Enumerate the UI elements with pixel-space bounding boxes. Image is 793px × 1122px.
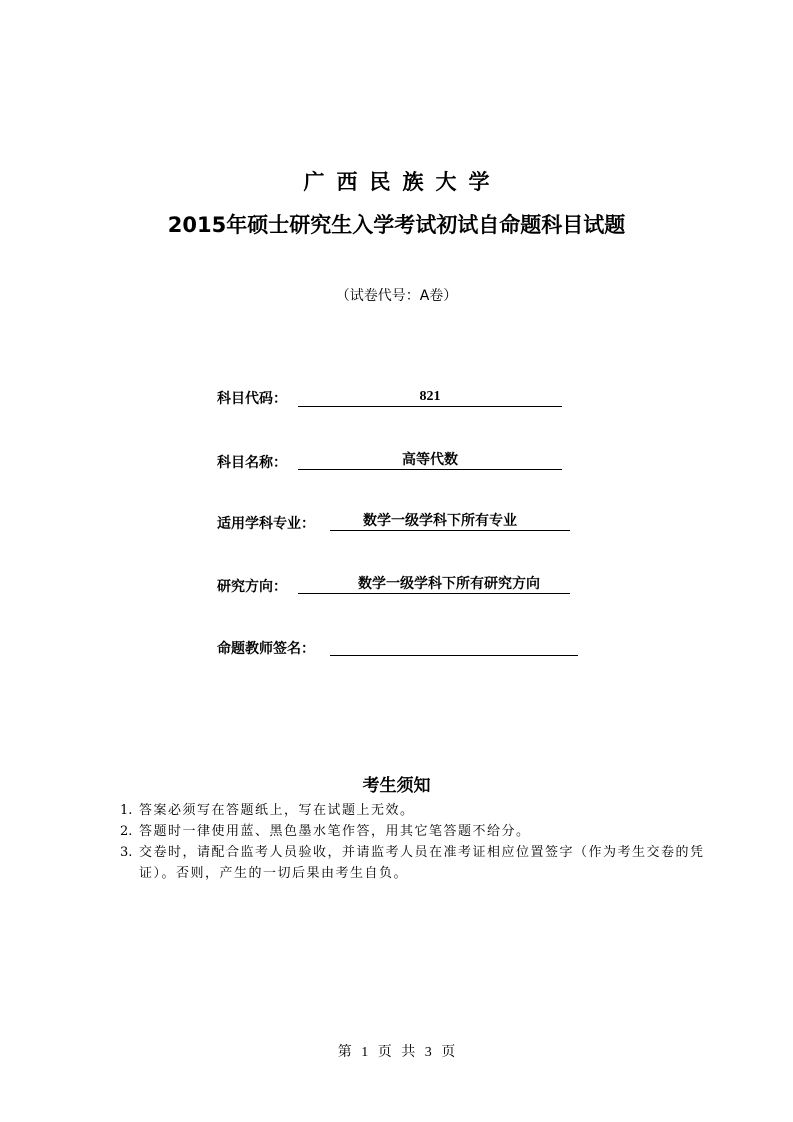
notice-item-text: 答题时一律使用蓝、黑色墨水笔作答，用其它笔答题不给分。 (139, 824, 531, 839)
notice-item-text: 交卷时，请配合监考人员验收，并请监考人员在准考证相应位置签字（作为考生交卷的凭证）。否则，产生的一切后果由考生自负。 (139, 845, 705, 881)
research-direction-value: 数学一级学科下所有研究方向 (298, 574, 570, 594)
paper-code: （试卷代号：A卷） (335, 288, 458, 304)
notice-title: 考生须知 (362, 776, 431, 796)
subject-name-label: 科目名称： (217, 455, 287, 471)
notice-item-number: 1. (120, 803, 133, 818)
exam-title: 2015年硕士研究生入学考试初试自命题科目试题 (167, 213, 626, 237)
university-name: 广西民族大学 (303, 170, 502, 194)
notice-item (120, 800, 720, 821)
subject-name-value: 高等代数 (298, 450, 562, 470)
page-indicator: 第 1 页 共 3 页 (337, 1045, 456, 1060)
applicable-major-value: 数学一级学科下所有专业 (330, 511, 570, 531)
research-direction-label: 研究方向： (217, 579, 287, 595)
subject-code-label: 科目代码： (217, 391, 287, 407)
notice-item (120, 821, 720, 842)
teacher-signature-label: 命题教师签名： (217, 641, 315, 657)
applicable-major-label: 适用学科专业： (217, 516, 315, 532)
teacher-signature-line (330, 636, 578, 656)
subject-code-value: 821 (298, 387, 562, 407)
notice-item-number: 2. (120, 824, 133, 839)
notice-item-text: 答案必须写在答题纸上，写在试题上无效。 (139, 803, 415, 818)
notice-item (120, 842, 720, 884)
notice-item-number: 3. (120, 845, 133, 860)
notice-list (120, 800, 720, 884)
